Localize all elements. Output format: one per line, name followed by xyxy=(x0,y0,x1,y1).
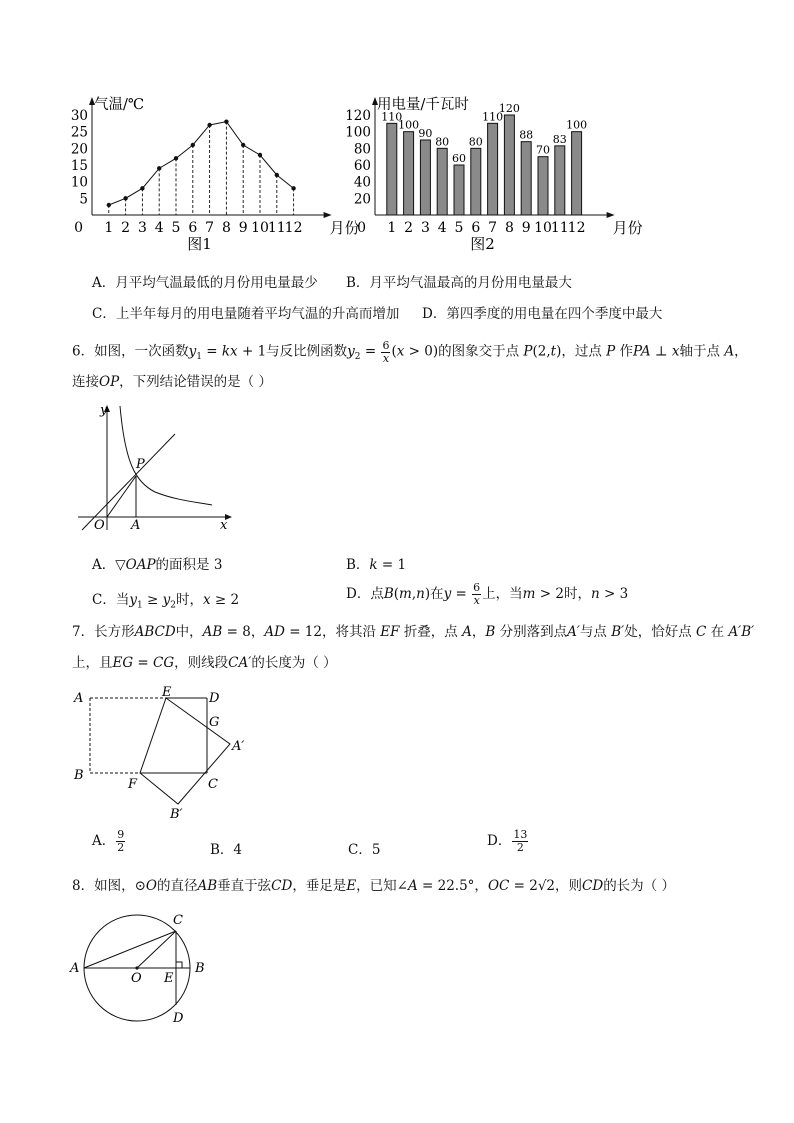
q6-stem-line2: 连接OP，下列结论错误的是（ ） xyxy=(72,374,272,390)
q8-label-d: D xyxy=(173,1011,184,1026)
q7-option-c: C．5 xyxy=(348,842,381,858)
temperature-point xyxy=(291,186,295,190)
q6-option-b: B．k = 1 xyxy=(346,557,407,573)
q7-option-a: A． $\frac{9}{2}$ xyxy=(92,828,125,854)
temperature-point xyxy=(123,196,127,200)
q8-label-b: B xyxy=(195,961,205,976)
y-tick-label: 120 xyxy=(345,108,371,124)
q6-label-y: y xyxy=(100,403,108,418)
x-tick-label: 5 xyxy=(454,220,464,236)
q8-stem: 8．如图，⊙O的直径AB垂直于弦CD，垂足是E，已知∠A = 22.5°，OC = 2√2，则CD的长为（ ） xyxy=(72,878,675,894)
electricity-bar xyxy=(471,148,481,215)
x-tick-label: 12 xyxy=(567,220,586,236)
y-axis-title: 气温/℃ xyxy=(94,97,145,113)
electricity-bar xyxy=(387,123,397,215)
bar-value-label: 90 xyxy=(418,127,433,140)
origin-label: 0 xyxy=(74,220,83,236)
x-axis-title: 月份 xyxy=(612,219,643,237)
temperature-point xyxy=(140,186,144,190)
q6-label-x: x xyxy=(220,518,228,533)
q7-label-e: E xyxy=(162,685,172,700)
y-tick-label: 80 xyxy=(353,141,371,158)
q6-label-p: P xyxy=(136,457,145,472)
x-tick-label: 10 xyxy=(251,220,269,236)
bar-value-label: 60 xyxy=(452,152,466,165)
bar-value-label: 80 xyxy=(435,135,450,149)
q7-option-b: B．4 xyxy=(210,842,243,858)
electricity-bar xyxy=(538,157,548,215)
q6-label-o: O xyxy=(94,518,105,533)
x-tick-label: 4 xyxy=(154,220,164,236)
temperature-point xyxy=(207,123,211,127)
q6-option-c: C．当$y_1 \ge y_2$时，x ≥ 2 xyxy=(92,592,240,611)
q5-option-c: C．上半年每月的用电量随着平均气温的升高而增加 xyxy=(92,306,400,322)
y-tick-label: 5 xyxy=(79,191,88,208)
bar-value-label: 120 xyxy=(498,102,520,115)
q7-option-d: D． $\frac{13}{2}$ xyxy=(487,828,528,854)
bar-value-label: 110 xyxy=(381,110,403,124)
x-tick-label: 1 xyxy=(104,220,114,236)
x-tick-label: 3 xyxy=(420,220,430,236)
x-tick-label: 3 xyxy=(137,220,147,236)
q7-stem-line2: 上，且EG = CG，则线段CA′的长度为（ ） xyxy=(72,655,337,671)
y-tick-label: 20 xyxy=(70,141,88,158)
x-tick-label: 6 xyxy=(471,220,481,236)
x-tick-label: 11 xyxy=(267,220,286,236)
q7-label-g: G xyxy=(209,715,220,730)
electricity-bar xyxy=(504,115,514,215)
q5-option-b: B．月平均气温最高的月份用电量最大 xyxy=(346,275,572,291)
q7-label-b: B xyxy=(74,768,84,783)
q5-option-d: D．第四季度的用电量在四个季度中最大 xyxy=(422,306,663,322)
x-tick-label: 9 xyxy=(238,220,248,236)
q8-label-e: E xyxy=(164,971,174,986)
x-tick-label: 5 xyxy=(171,220,181,236)
x-tick-label: 8 xyxy=(221,220,231,236)
y-tick-label: 10 xyxy=(70,174,88,191)
q7-label-d: D xyxy=(209,691,220,706)
y-tick-label: 30 xyxy=(70,108,88,124)
x-tick-label: 1 xyxy=(387,220,397,236)
temperature-line xyxy=(109,122,294,205)
y-tick-label: 100 xyxy=(345,124,371,141)
q6-label-a: A xyxy=(131,518,141,533)
x-axis-arrow xyxy=(607,212,615,218)
electricity-bar xyxy=(454,165,464,215)
electricity-chart xyxy=(345,95,643,260)
temperature-point xyxy=(107,203,111,207)
origin-label: 0 xyxy=(357,220,366,236)
temperature-point xyxy=(241,143,245,147)
y-tick-label: 15 xyxy=(70,158,88,174)
electricity-bar xyxy=(555,146,565,215)
y-tick-label: 25 xyxy=(70,124,88,141)
q7-label-c: C xyxy=(208,777,218,792)
electricity-bar xyxy=(521,142,531,215)
figure-caption: 图2 xyxy=(470,235,495,253)
x-tick-label: 2 xyxy=(404,220,414,236)
bar-value-label: 100 xyxy=(398,118,420,132)
q8-figure xyxy=(66,905,226,1030)
temperature-point xyxy=(174,156,178,160)
x-tick-label: 11 xyxy=(550,220,569,236)
y-tick-label: 60 xyxy=(353,158,371,174)
q7-label-a: A xyxy=(74,691,84,706)
temperature-point xyxy=(275,173,279,177)
q7-label-f: F xyxy=(128,777,138,792)
figure-caption: 图1 xyxy=(187,235,212,253)
q6-figure xyxy=(70,402,240,532)
electricity-bar xyxy=(488,123,498,215)
x-tick-label: 8 xyxy=(504,220,514,236)
x-tick-label: 6 xyxy=(188,220,198,236)
bar-value-label: 80 xyxy=(468,135,483,149)
temperature-point xyxy=(157,166,161,170)
bar-value-label: 83 xyxy=(552,132,567,146)
q8-label-a: A xyxy=(70,961,80,976)
bar-value-label: 70 xyxy=(536,143,550,157)
electricity-bar xyxy=(437,148,447,215)
y-axis-title: 用电量/千瓦时 xyxy=(377,97,469,113)
q6-option-a: A．▽OAP的面积是 3 xyxy=(92,557,223,573)
y-tick-label: 20 xyxy=(353,191,371,208)
q6-stem-line1: 6．如图，一次函数$y_1$ = kx + 1与反比例函数$y_2$ = $\frac{6}{x}$ (x > 0)的图象交于点 P(2,t)，过点 P 作PA ⊥ x轴于点 A， xyxy=(72,339,748,365)
bar-value-label: 110 xyxy=(482,110,504,124)
electricity-bar xyxy=(404,132,414,215)
q5-option-a: A．月平均气温最低的月份用电量最少 xyxy=(92,275,318,291)
x-axis-arrow xyxy=(324,212,332,218)
temperature-point xyxy=(258,153,262,157)
q7-label-a-prime: A′ xyxy=(232,739,245,754)
electricity-bar xyxy=(420,140,430,215)
q7-stem-line1: 7．长方形ABCD中，AB = 8，AD = 12，将其沿 EF 折叠，点 A，B 分别落到点A′与点 B′处，恰好点 C 在 A′B′ xyxy=(72,624,755,640)
x-tick-label: 10 xyxy=(534,220,552,236)
temperature-point xyxy=(191,143,195,147)
electricity-bar xyxy=(572,132,582,215)
x-axis-title: 月份 xyxy=(329,219,360,237)
q8-label-c: C xyxy=(173,913,183,928)
x-tick-label: 7 xyxy=(488,220,498,236)
q7-figure xyxy=(72,684,262,824)
q6-option-d: D．点B(m,n)在y = $\frac{6}{x}$ 上，当m > 2时，n > 3 xyxy=(346,581,629,607)
q8-label-o: O xyxy=(131,971,142,986)
q7-label-b-prime: B′ xyxy=(170,807,183,822)
y-tick-label: 40 xyxy=(353,174,371,191)
x-tick-label: 9 xyxy=(521,220,531,236)
temperature-point xyxy=(224,119,228,123)
x-tick-label: 4 xyxy=(437,220,447,236)
bar-value-label: 100 xyxy=(566,118,588,132)
x-tick-label: 7 xyxy=(205,220,215,236)
bar-value-label: 88 xyxy=(519,128,534,142)
x-tick-label: 2 xyxy=(121,220,131,236)
x-tick-label: 12 xyxy=(284,220,303,236)
